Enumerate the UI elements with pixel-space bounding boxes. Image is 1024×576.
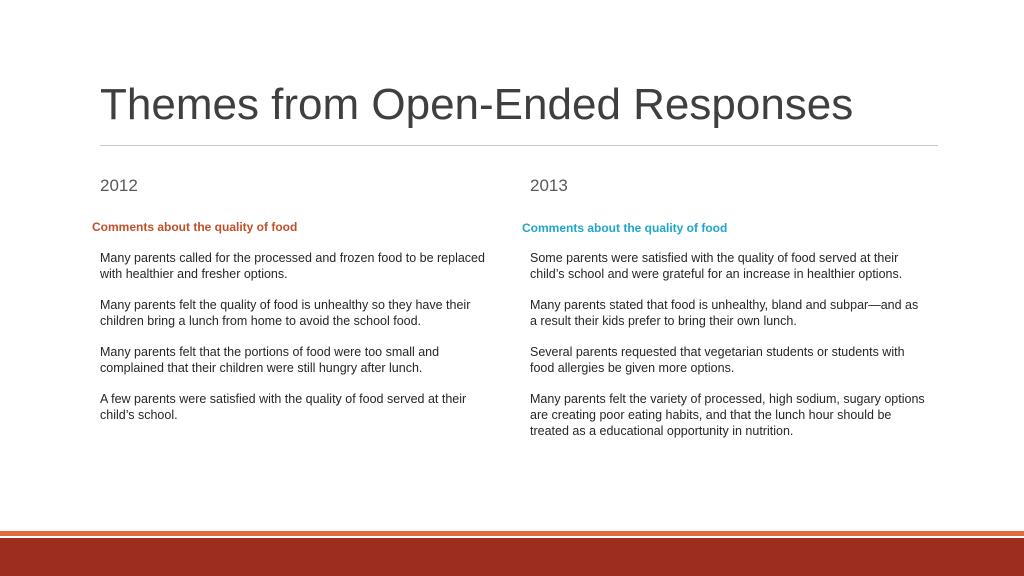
comment-paragraph: Many parents felt the quality of food is unhealthy so they have their children bring a lunch from home to avoid the school food.	[100, 298, 471, 328]
comment-paragraph: Many parents felt that the portions of food were too small and complained that their children were still hungry after lunch.	[100, 345, 440, 375]
column-heading-2012: 2012	[100, 176, 138, 195]
subheading-2012: Comments about the quality of food	[92, 220, 298, 234]
title-divider	[100, 145, 938, 146]
footer-accent-line	[0, 531, 1024, 536]
comments-list-2013	[530, 250, 925, 454]
slide-title: Themes from Open-Ended Responses	[100, 80, 854, 129]
comment-paragraph: Many parents felt the variety of processed, high sodium, sugary options are creating poor eating habits, and that the lunch hour should be treated as a educational opportunity in nutrition.	[530, 392, 925, 438]
comment-paragraph: Some parents were satisfied with the quality of food served at their child’s school and were grateful for an increase in healthier options.	[530, 251, 903, 281]
comments-list-2012	[100, 250, 495, 438]
footer-bar	[0, 538, 1024, 576]
comment-paragraph: Many parents stated that food is unhealthy, bland and subpar—and as a result their kids prefer to bring their own lunch.	[530, 298, 919, 328]
comment-paragraph: Several parents requested that vegetarian students or students with food allergies be given more options.	[530, 345, 905, 375]
comment-paragraph: A few parents were satisfied with the quality of food served at their child’s school.	[100, 392, 467, 422]
comment-paragraph: Many parents called for the processed and frozen food to be replaced with healthier and fresher options.	[100, 251, 485, 281]
subheading-2013: Comments about the quality of food	[522, 221, 728, 235]
column-heading-2013: 2013	[530, 176, 568, 195]
